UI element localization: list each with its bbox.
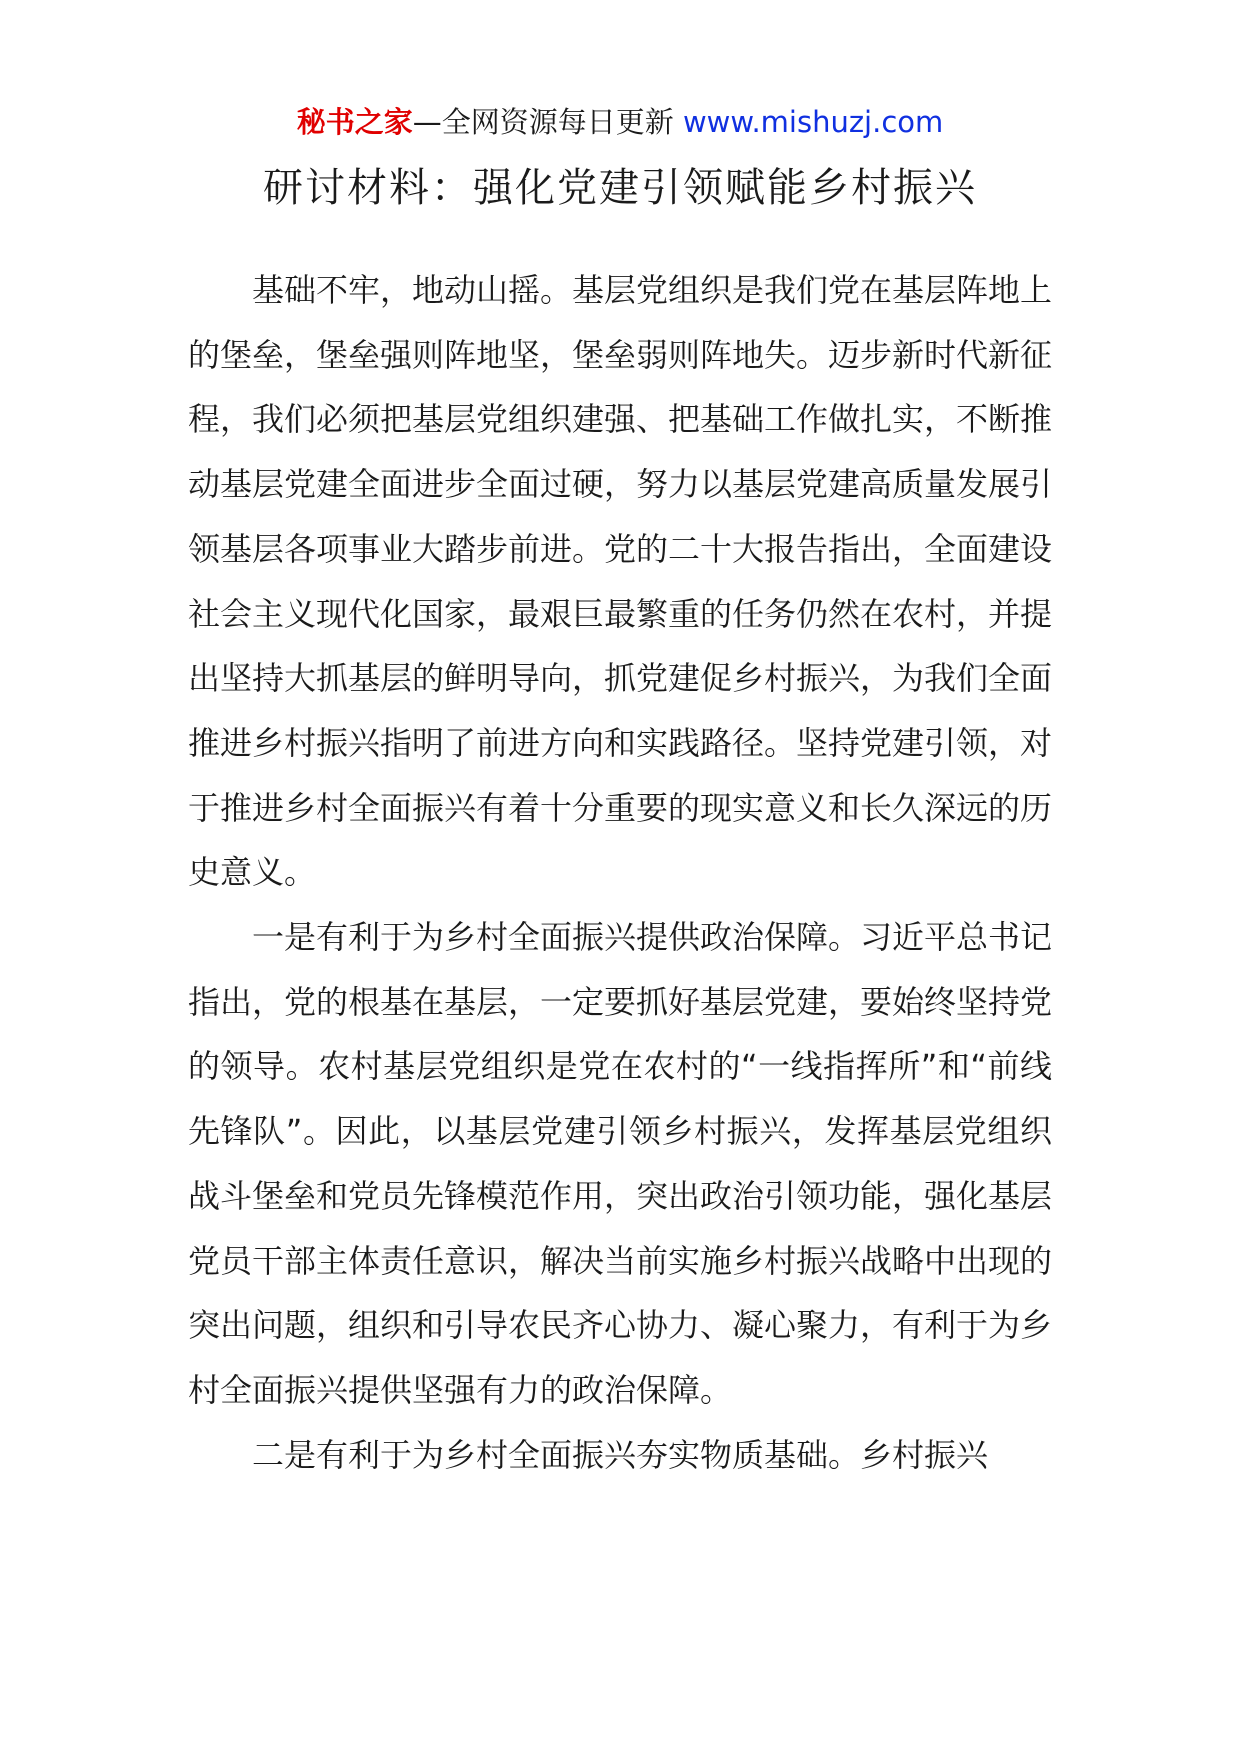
site-header — [0, 100, 1240, 144]
document-title: 研讨材料：强化党建引领赋能乡村振兴 — [263, 165, 977, 211]
paragraph-point-one: 一是有利于为乡村全面振兴提供政治保障。习近平总书记指出，党的根基在基层，一定要抓好基层党建，要始终坚持党的领导。农村基层党组织是党在农村的“一线指挥所”和“前线先锋队”。因此，以基层党建引领乡村振兴，发挥基层党组织战斗堡垒和党员先锋模范作用，突出政治引领功能，强化基层党员干部主体责任意识，解决当前实施乡村振兴战略中出现的突出问题，组织和引导农民齐心协力、凝心聚力，有利于为乡村全面振兴提供坚强有力的政治保障。 — [188, 918, 1053, 1409]
document-body — [188, 258, 1052, 1487]
paragraph-point-two: 二是有利于为乡村全面振兴夯实物质基础。乡村振兴 — [252, 1435, 989, 1474]
site-slogan: —全网资源每日更新 — [412, 105, 674, 139]
site-brand: 秘书之家 — [296, 105, 413, 139]
site-url-link[interactable]: www.mishuzj.com — [682, 105, 944, 139]
paragraph-intro: 基础不牢，地动山摇。基层党组织是我们党在基层阵地上的堡垒，堡垒强则阵地坚，堡垒弱则阵地失。迈步新时代新征程，我们必须把基层党组织建强、把基础工作做扎实，不断推动基层党建全面进步全面过硬，努力以基层党建高质量发展引领基层各项事业大踏步前进。党的二十大报告指出，全面建设社会主义现代化国家，最艰巨最繁重的任务仍然在农村，并提出坚持大抓基层的鲜明导向，抓党建促乡村振兴，为我们全面推进乡村振兴指明了前进方向和实践路径。坚持党建引领，对于推进乡村全面振兴有着十分重要的现实意义和长久深远的历史意义。 — [188, 271, 1053, 892]
